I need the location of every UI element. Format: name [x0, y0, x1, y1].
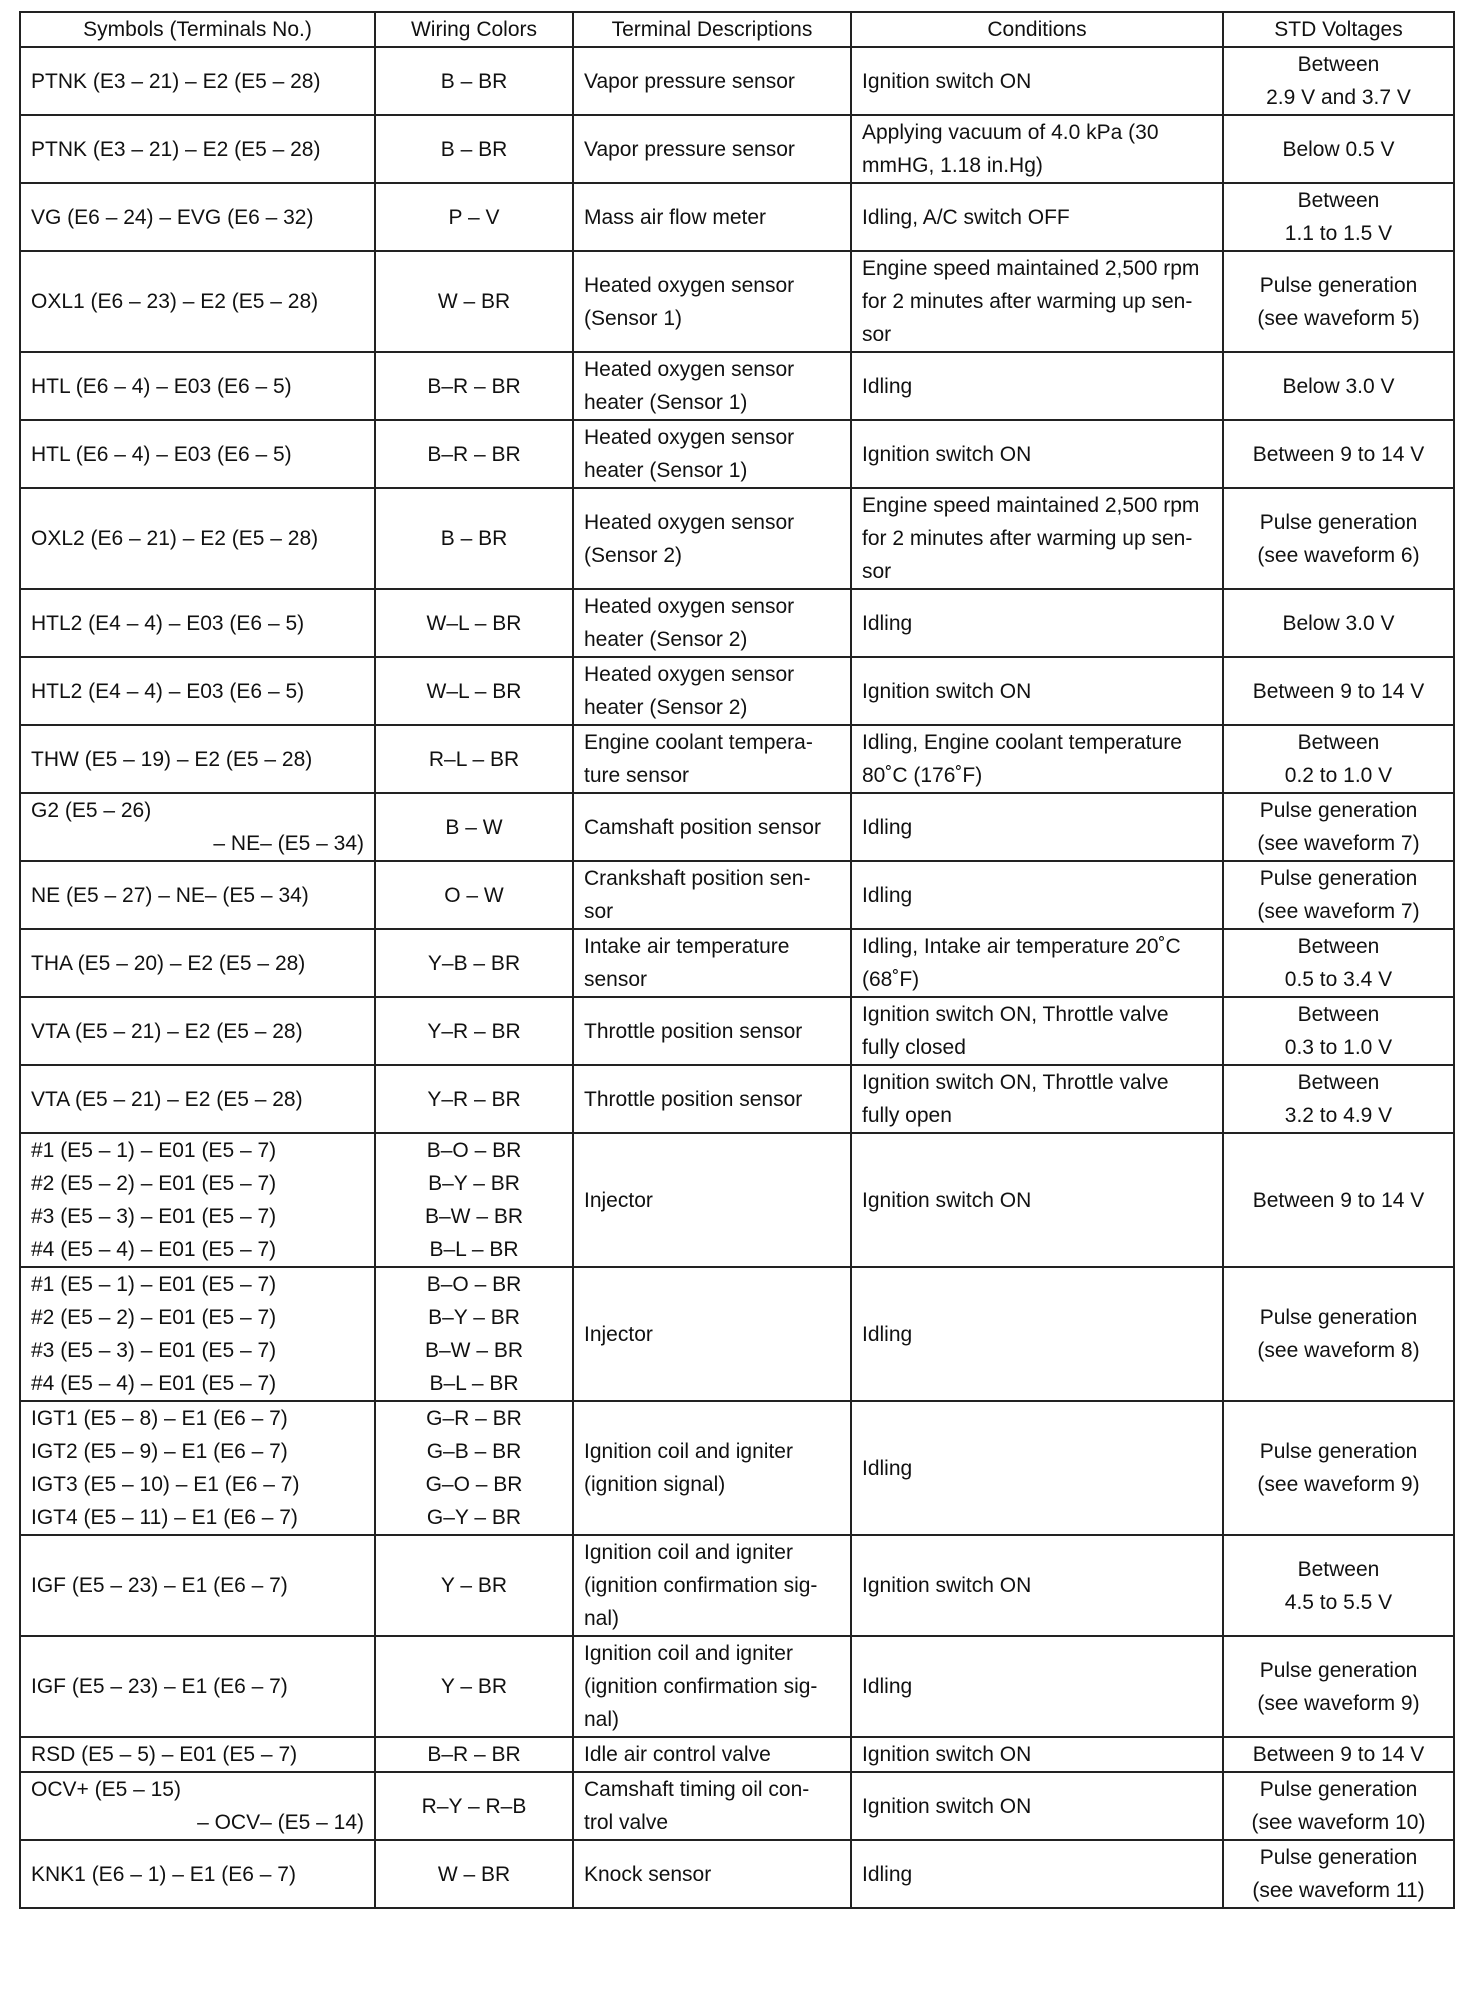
symbol-line: #1 (E5 – 1) – E01 (E5 – 7) — [31, 1273, 277, 1296]
symbol-line: THW (E5 – 19) – E2 (E5 – 28) — [31, 747, 313, 771]
cell-symbol — [20, 1133, 375, 1267]
cell-std-voltage: Pulse generation (see waveform 7) — [1223, 861, 1454, 929]
wiring-color-line: R–L – BR — [428, 747, 520, 771]
cell-condition: Ignition switch ON — [851, 420, 1223, 488]
cell-wiring-colors — [375, 861, 573, 929]
cell-std-voltage: Below 0.5 V — [1223, 115, 1454, 183]
cell-description: Intake air temperature sensor — [573, 929, 851, 997]
wiring-color-line: G–Y – BR — [426, 1506, 522, 1529]
wiring-color-line: G–B – BR — [426, 1440, 522, 1463]
symbol-line: HTL (E6 – 4) – E03 (E6 – 5) — [31, 374, 292, 398]
cell-wiring-colors — [375, 1636, 573, 1737]
cell-wiring-colors — [375, 657, 573, 725]
wiring-color-line: Y–R – BR — [427, 1019, 521, 1043]
cell-condition: Ignition switch ON — [851, 47, 1223, 115]
wiring-color-line: W–L – BR — [426, 611, 522, 635]
cell-symbol — [20, 793, 375, 861]
table-row — [20, 1401, 1454, 1535]
cell-description: Camshaft position sensor — [573, 793, 851, 861]
symbol-line: #2 (E5 – 2) – E01 (E5 – 7) — [31, 1172, 277, 1195]
wiring-color-line: B–O – BR — [426, 1139, 522, 1162]
wiring-color-line: B–O – BR — [426, 1273, 522, 1296]
cell-wiring-colors — [375, 420, 573, 488]
cell-description: Mass air flow meter — [573, 183, 851, 251]
cell-symbol — [20, 1535, 375, 1636]
symbol-line: IGT2 (E5 – 9) – E1 (E6 – 7) — [31, 1440, 288, 1463]
cell-condition: Idling, Engine coolant temperature 80˚C (176˚F) — [851, 725, 1223, 793]
cell-symbol — [20, 861, 375, 929]
cell-wiring-colors — [375, 997, 573, 1065]
wiring-color-line: B–L – BR — [429, 1238, 519, 1261]
cell-description: Heated oxygen sensor heater (Sensor 2) — [573, 657, 851, 725]
symbol-line: PTNK (E3 – 21) – E2 (E5 – 28) — [31, 69, 321, 93]
cell-std-voltage: Between 2.9 V and 3.7 V — [1223, 47, 1454, 115]
header-terminal-descriptions: Terminal Descriptions — [573, 12, 851, 47]
cell-condition: Ignition switch ON — [851, 1133, 1223, 1267]
symbol-line: THA (E5 – 20) – E2 (E5 – 28) — [31, 951, 306, 975]
symbol-line: HTL2 (E4 – 4) – E03 (E6 – 5) — [31, 679, 305, 703]
cell-description: Heated oxygen sensor heater (Sensor 1) — [573, 420, 851, 488]
cell-symbol — [20, 47, 375, 115]
symbol-line: IGT4 (E5 – 11) – E1 (E6 – 7) — [31, 1506, 298, 1529]
wiring-color-line: B–R – BR — [427, 442, 521, 466]
symbol-line: – NE– (E5 – 34) — [213, 832, 364, 855]
cell-description: Crankshaft position sen- sor — [573, 861, 851, 929]
wiring-color-line: G–R – BR — [426, 1407, 522, 1430]
cell-condition: Engine speed maintained 2,500 rpm for 2 minutes after warming up sen- sor — [851, 488, 1223, 589]
cell-condition: Applying vacuum of 4.0 kPa (30 mmHG, 1.18 in.Hg) — [851, 115, 1223, 183]
symbol-line: RSD (E5 – 5) – E01 (E5 – 7) — [31, 1743, 298, 1766]
table-row — [20, 488, 1454, 589]
cell-symbol — [20, 997, 375, 1065]
wiring-color-line: W–L – BR — [426, 679, 522, 703]
cell-condition: Idling — [851, 1636, 1223, 1737]
symbol-line: #1 (E5 – 1) – E01 (E5 – 7) — [31, 1139, 277, 1162]
cell-description: Throttle position sensor — [573, 1065, 851, 1133]
cell-std-voltage: Between 9 to 14 V — [1223, 657, 1454, 725]
cell-description: Heated oxygen sensor heater (Sensor 2) — [573, 589, 851, 657]
symbol-line: KNK1 (E6 – 1) – E1 (E6 – 7) — [31, 1862, 296, 1886]
table-row — [20, 1535, 1454, 1636]
symbol-line: VG (E6 – 24) – EVG (E6 – 32) — [31, 205, 314, 229]
symbol-line: – OCV– (E5 – 14) — [197, 1811, 364, 1834]
wiring-color-line: W – BR — [437, 1862, 511, 1886]
table-row — [20, 793, 1454, 861]
cell-std-voltage: Pulse generation (see waveform 11) — [1223, 1840, 1454, 1908]
cell-condition: Idling — [851, 1401, 1223, 1535]
symbol-line: IGT3 (E5 – 10) – E1 (E6 – 7) — [31, 1473, 300, 1496]
wiring-color-line: B – BR — [440, 137, 508, 161]
cell-symbol — [20, 352, 375, 420]
cell-description: Engine coolant tempera- ture sensor — [573, 725, 851, 793]
cell-description: Ignition coil and igniter (ignition confirmation sig- nal) — [573, 1535, 851, 1636]
table-row — [20, 1133, 1454, 1267]
cell-symbol — [20, 1840, 375, 1908]
cell-symbol — [20, 488, 375, 589]
cell-condition: Idling — [851, 1840, 1223, 1908]
cell-description: Ignition coil and igniter (ignition signal) — [573, 1401, 851, 1535]
cell-std-voltage: Pulse generation (see waveform 5) — [1223, 251, 1454, 352]
symbol-line: HTL (E6 – 4) – E03 (E6 – 5) — [31, 442, 292, 466]
cell-wiring-colors — [375, 251, 573, 352]
symbol-line: VTA (E5 – 21) – E2 (E5 – 28) — [31, 1019, 303, 1043]
cell-symbol — [20, 1772, 375, 1840]
table-row — [20, 1737, 1454, 1772]
cell-condition: Ignition switch ON — [851, 1535, 1223, 1636]
table-row — [20, 47, 1454, 115]
wiring-color-line: Y – BR — [440, 1675, 508, 1698]
table-row — [20, 1840, 1454, 1908]
cell-std-voltage: Pulse generation (see waveform 10) — [1223, 1772, 1454, 1840]
cell-std-voltage: Below 3.0 V — [1223, 589, 1454, 657]
cell-description: Heated oxygen sensor (Sensor 1) — [573, 251, 851, 352]
symbol-line: IGF (E5 – 23) – E1 (E6 – 7) — [31, 1574, 288, 1597]
wiring-color-line: P – V — [448, 205, 500, 229]
cell-condition: Idling, A/C switch OFF — [851, 183, 1223, 251]
cell-description: Vapor pressure sensor — [573, 115, 851, 183]
cell-symbol — [20, 420, 375, 488]
symbol-line: OXL2 (E6 – 21) – E2 (E5 – 28) — [31, 527, 319, 550]
cell-description: Idle air control valve — [573, 1737, 851, 1772]
cell-condition: Idling — [851, 793, 1223, 861]
cell-symbol — [20, 725, 375, 793]
cell-wiring-colors — [375, 1133, 573, 1267]
cell-wiring-colors — [375, 793, 573, 861]
symbol-line: HTL2 (E4 – 4) – E03 (E6 – 5) — [31, 611, 305, 635]
table-row — [20, 861, 1454, 929]
cell-std-voltage: Between 3.2 to 4.9 V — [1223, 1065, 1454, 1133]
cell-std-voltage: Between 1.1 to 1.5 V — [1223, 183, 1454, 251]
symbol-line: G2 (E5 – 26) — [31, 799, 152, 822]
cell-description: Heated oxygen sensor heater (Sensor 1) — [573, 352, 851, 420]
cell-std-voltage: Pulse generation (see waveform 9) — [1223, 1401, 1454, 1535]
cell-condition: Idling, Intake air temperature 20˚C (68˚F) — [851, 929, 1223, 997]
symbol-line: IGT1 (E5 – 8) – E1 (E6 – 7) — [31, 1407, 288, 1430]
cell-condition: Ignition switch ON, Throttle valve fully open — [851, 1065, 1223, 1133]
wiring-color-line: Y–B – BR — [427, 951, 521, 975]
cell-condition: Ignition switch ON — [851, 1737, 1223, 1772]
cell-std-voltage: Between 4.5 to 5.5 V — [1223, 1535, 1454, 1636]
cell-condition: Ignition switch ON, Throttle valve fully closed — [851, 997, 1223, 1065]
table-row — [20, 1065, 1454, 1133]
terminal-voltage-table — [19, 11, 1455, 1909]
symbol-line: OCV+ (E5 – 15) — [31, 1778, 181, 1801]
wiring-color-line: B–R – BR — [427, 374, 521, 398]
cell-std-voltage: Between 9 to 14 V — [1223, 420, 1454, 488]
header-symbols: Symbols (Terminals No.) — [20, 12, 375, 47]
cell-wiring-colors — [375, 115, 573, 183]
cell-condition: Idling — [851, 861, 1223, 929]
cell-wiring-colors — [375, 47, 573, 115]
header-wiring-colors: Wiring Colors — [375, 12, 573, 47]
cell-symbol — [20, 115, 375, 183]
wiring-color-line: B–W – BR — [424, 1205, 524, 1228]
cell-symbol — [20, 929, 375, 997]
cell-description: Throttle position sensor — [573, 997, 851, 1065]
table-body — [20, 47, 1454, 1908]
cell-wiring-colors — [375, 1401, 573, 1535]
cell-description: Vapor pressure sensor — [573, 47, 851, 115]
cell-wiring-colors — [375, 725, 573, 793]
table-row — [20, 997, 1454, 1065]
cell-condition: Idling — [851, 589, 1223, 657]
cell-wiring-colors — [375, 929, 573, 997]
table-row — [20, 1772, 1454, 1840]
cell-std-voltage: Pulse generation (see waveform 8) — [1223, 1267, 1454, 1401]
cell-symbol — [20, 589, 375, 657]
cell-wiring-colors — [375, 352, 573, 420]
cell-std-voltage: Below 3.0 V — [1223, 352, 1454, 420]
wiring-color-line: B–W – BR — [424, 1339, 524, 1362]
cell-description: Camshaft timing oil con- trol valve — [573, 1772, 851, 1840]
cell-description: Injector — [573, 1267, 851, 1401]
wiring-color-line: Y–R – BR — [427, 1087, 521, 1111]
cell-std-voltage: Between 0.5 to 3.4 V — [1223, 929, 1454, 997]
symbol-line: #3 (E5 – 3) – E01 (E5 – 7) — [31, 1339, 277, 1362]
symbol-line: #3 (E5 – 3) – E01 (E5 – 7) — [31, 1205, 277, 1228]
symbol-line: #4 (E5 – 4) – E01 (E5 – 7) — [31, 1238, 277, 1261]
wiring-color-line: B – BR — [440, 527, 508, 550]
wiring-color-line: B – BR — [440, 69, 508, 93]
table-row — [20, 589, 1454, 657]
cell-wiring-colors — [375, 1772, 573, 1840]
cell-condition: Idling — [851, 352, 1223, 420]
cell-std-voltage: Pulse generation (see waveform 6) — [1223, 488, 1454, 589]
table-row — [20, 657, 1454, 725]
table-row — [20, 183, 1454, 251]
header-std-voltages: STD Voltages — [1223, 12, 1454, 47]
cell-symbol — [20, 657, 375, 725]
cell-condition: Engine speed maintained 2,500 rpm for 2 minutes after warming up sen- sor — [851, 251, 1223, 352]
cell-std-voltage: Between 0.3 to 1.0 V — [1223, 997, 1454, 1065]
cell-wiring-colors — [375, 183, 573, 251]
terminal-voltage-table-wrapper — [19, 11, 1453, 1909]
cell-description: Heated oxygen sensor (Sensor 2) — [573, 488, 851, 589]
wiring-color-line: R–Y – R–B — [421, 1794, 527, 1818]
cell-description: Injector — [573, 1133, 851, 1267]
wiring-color-line: O – W — [444, 883, 504, 907]
cell-description: Knock sensor — [573, 1840, 851, 1908]
table-row — [20, 352, 1454, 420]
cell-condition: Ignition switch ON — [851, 657, 1223, 725]
symbol-line: NE (E5 – 27) – NE– (E5 – 34) — [31, 883, 309, 907]
cell-std-voltage: Between 9 to 14 V — [1223, 1133, 1454, 1267]
cell-symbol — [20, 1267, 375, 1401]
symbol-line: #4 (E5 – 4) – E01 (E5 – 7) — [31, 1372, 277, 1395]
cell-wiring-colors — [375, 1065, 573, 1133]
cell-symbol — [20, 1636, 375, 1737]
wiring-color-line: B–R – BR — [427, 1743, 521, 1766]
cell-symbol — [20, 1065, 375, 1133]
wiring-color-line: B–Y – BR — [428, 1172, 520, 1195]
table-row — [20, 1636, 1454, 1737]
cell-wiring-colors — [375, 1535, 573, 1636]
table-row — [20, 725, 1454, 793]
symbol-line: VTA (E5 – 21) – E2 (E5 – 28) — [31, 1087, 303, 1111]
cell-symbol — [20, 183, 375, 251]
header-row — [20, 12, 1454, 47]
cell-symbol — [20, 251, 375, 352]
header-conditions: Conditions — [851, 12, 1223, 47]
table-row — [20, 929, 1454, 997]
wiring-color-line: G–O – BR — [425, 1473, 523, 1496]
cell-symbol — [20, 1401, 375, 1535]
table-row — [20, 1267, 1454, 1401]
table-row — [20, 251, 1454, 352]
wiring-color-line: B – W — [445, 815, 503, 839]
cell-wiring-colors — [375, 589, 573, 657]
symbol-line: PTNK (E3 – 21) – E2 (E5 – 28) — [31, 137, 321, 161]
cell-std-voltage: Between 0.2 to 1.0 V — [1223, 725, 1454, 793]
cell-description: Ignition coil and igniter (ignition confirmation sig- nal) — [573, 1636, 851, 1737]
symbol-line: #2 (E5 – 2) – E01 (E5 – 7) — [31, 1306, 277, 1329]
symbol-line: OXL1 (E6 – 23) – E2 (E5 – 28) — [31, 290, 319, 313]
wiring-color-line: W – BR — [437, 290, 511, 313]
cell-condition: Ignition switch ON — [851, 1772, 1223, 1840]
wiring-color-line: B–Y – BR — [428, 1306, 520, 1329]
cell-std-voltage: Pulse generation (see waveform 7) — [1223, 793, 1454, 861]
cell-wiring-colors — [375, 1267, 573, 1401]
wiring-color-line: Y – BR — [440, 1574, 508, 1597]
cell-symbol — [20, 1737, 375, 1772]
cell-std-voltage: Between 9 to 14 V — [1223, 1737, 1454, 1772]
cell-std-voltage: Pulse generation (see waveform 9) — [1223, 1636, 1454, 1737]
table-row — [20, 115, 1454, 183]
symbol-line: IGF (E5 – 23) – E1 (E6 – 7) — [31, 1675, 288, 1698]
wiring-color-line: B–L – BR — [429, 1372, 519, 1395]
cell-wiring-colors — [375, 1840, 573, 1908]
cell-wiring-colors — [375, 1737, 573, 1772]
table-row — [20, 420, 1454, 488]
cell-condition: Idling — [851, 1267, 1223, 1401]
cell-wiring-colors — [375, 488, 573, 589]
